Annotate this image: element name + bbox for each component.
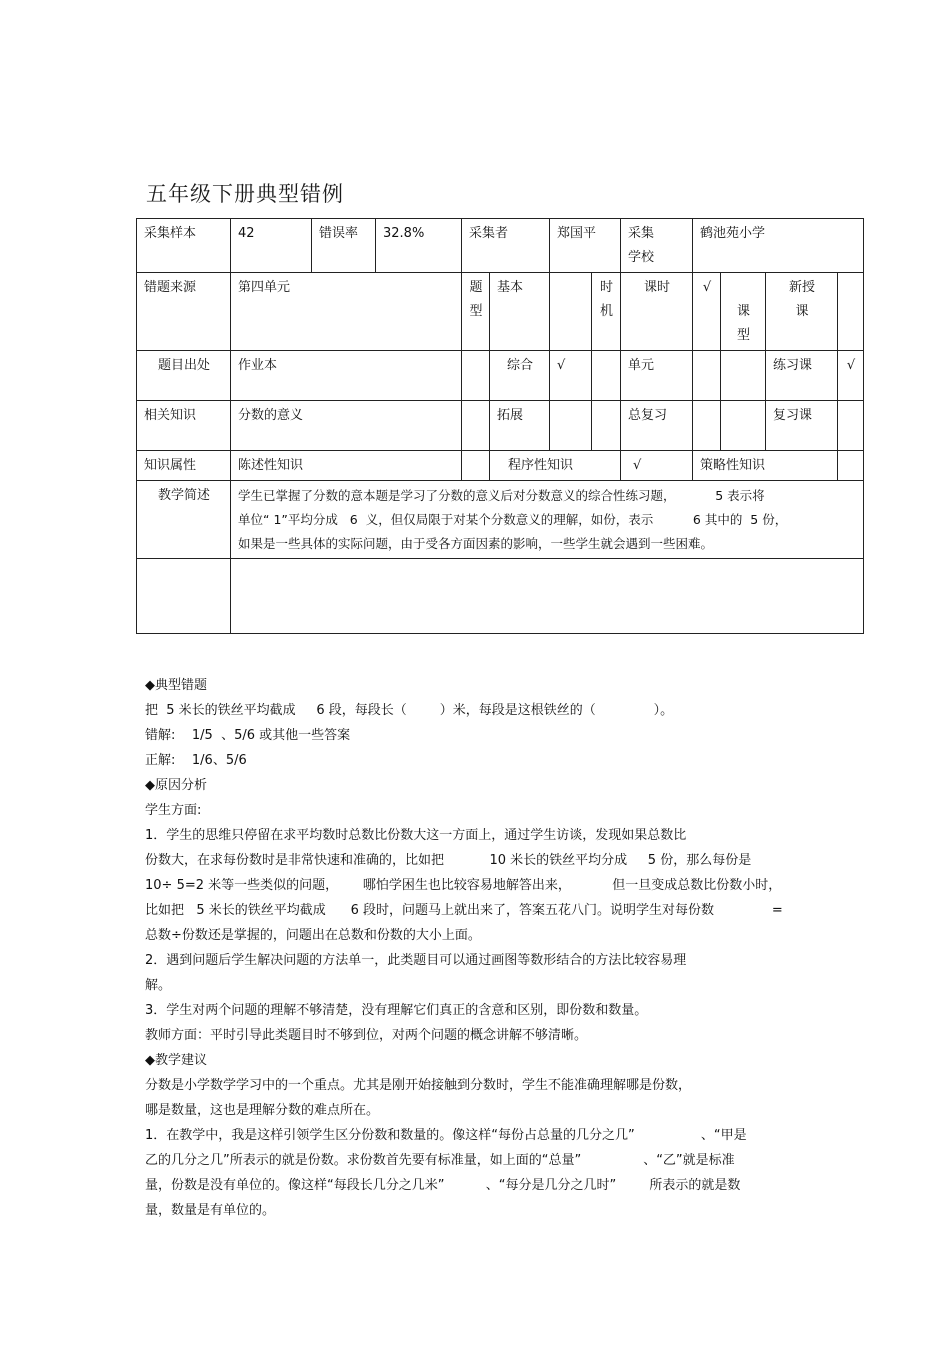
table-row <box>137 481 864 559</box>
paragraph-line: 学生方面: <box>145 803 202 818</box>
brief-label: 教学简述 <box>137 481 231 559</box>
new-lesson-check <box>838 273 864 351</box>
attr-procedural-check: √ <box>621 451 693 481</box>
error-rate-label: 错误率 <box>312 219 376 273</box>
timing-unit: 单元 <box>621 351 693 401</box>
type-extend: 拓展 <box>490 401 550 451</box>
knowledge-label: 相关知识 <box>137 401 231 451</box>
timing-unit-check <box>693 351 721 401</box>
knowledge-value: 分数的意义 <box>231 401 462 451</box>
table-row <box>137 273 864 351</box>
paragraph-line: 10÷ 5=2 米等一些类似的问题， 哪怕学困生也比较容易地解答出来， 但一旦变成总数比份数小时， <box>145 878 782 893</box>
sample-value: 42 <box>231 219 312 273</box>
practice-lesson-label: 练习课 <box>766 351 838 401</box>
collector-value: 郑国平 <box>550 219 621 273</box>
practice-lesson-check: √ <box>838 351 864 401</box>
origin-label: 题目出处 <box>137 351 231 401</box>
timing-class: 课时 <box>621 273 693 351</box>
origin-value: 作业本 <box>231 351 462 401</box>
info-table <box>136 218 864 634</box>
brief-text <box>231 481 864 559</box>
review-lesson-check <box>838 401 864 451</box>
empty-cell <box>721 351 766 401</box>
type-comprehensive-check: √ <box>550 351 592 401</box>
table-row <box>137 559 864 634</box>
section-heading-typical-error: ◆典型错题 <box>145 678 207 693</box>
table-row <box>137 401 864 451</box>
section-heading-suggestion: ◆教学建议 <box>145 1053 207 1068</box>
attr-strategic: 策略性知识 <box>693 451 838 481</box>
type-basic: 基本 <box>490 273 550 351</box>
empty-cell <box>462 401 490 451</box>
attr-procedural: 程序性知识 <box>490 451 621 481</box>
attr-strategic-check <box>838 451 864 481</box>
paragraph-line: 乙的几分之几”所表示的就是份数。求份数首先要有标准量，如上面的“总量” 、“乙”就是标准 <box>145 1153 735 1168</box>
paragraph-line: 量，份数是没有单位的。像这样“每段长几分之几米” 、“每分是几分之几时” 所表示的就是数 <box>145 1178 741 1193</box>
paragraph-line: 量，数量是有单位的。 <box>145 1203 276 1218</box>
type-extend-check <box>550 401 592 451</box>
type-basic-check <box>550 273 592 351</box>
brief-line: 学生已掌握了分数的意本题是学习了分数的意义后对分数意义的综合性练习题， 5 表示将 <box>238 488 765 503</box>
table-row <box>137 451 864 481</box>
empty-cell <box>592 401 621 451</box>
table-row <box>137 219 864 273</box>
school-label: 采集 学校 <box>621 219 693 273</box>
paragraph-line: 哪是数量，这也是理解分数的难点所在。 <box>145 1103 380 1118</box>
paragraph-line: 比如把 5 米长的铁丝平均截成 6 段时，问题马上就出来了，答案五花八门。说明学生对每份数 = <box>145 903 783 918</box>
collector-label: 采集者 <box>462 219 550 273</box>
paragraph-line: 1．在教学中，我是这样引领学生区分份数和数量的。像这样“每份占总量的几分之几” 、“甲是 <box>145 1128 747 1143</box>
type-label: 题 型 <box>462 273 490 351</box>
empty-cell <box>137 559 231 634</box>
table-row <box>137 351 864 401</box>
attr-declarative-check <box>462 451 490 481</box>
paragraph-line: 总数÷份数还是掌握的，问题出在总数和份数的大小上面。 <box>145 928 481 943</box>
empty-cell <box>721 401 766 451</box>
correct-answer: 正解: 1/6、5/6 <box>145 753 247 768</box>
type-comprehensive: 综合 <box>490 351 550 401</box>
empty-cell <box>462 351 490 401</box>
course-type-label: 课 型 <box>721 273 766 351</box>
paragraph-line: 份数大，在求每份数时是非常快速和准确的，比如把 10 米长的铁丝平均分成 5 份，那么每份是 <box>145 853 752 868</box>
school-value: 鹤池苑小学 <box>693 219 864 273</box>
timing-label: 时 机 <box>592 273 621 351</box>
paragraph-line: 2．遇到问题后学生解决问题的方法单一，此类题目可以通过画图等数形结合的方法比较容易理 <box>145 953 687 968</box>
paragraph-line: 解。 <box>145 978 172 993</box>
attr-declarative: 陈述性知识 <box>231 451 462 481</box>
paragraph-line: 1．学生的思维只停留在求平均数时总数比份数大这一方面上，通过学生访谈，发现如果总数比 <box>145 828 687 843</box>
brief-line: 如果是一些具体的实际问题，由于受各方面因素的影响，一些学生就会遇到一些困难。 <box>238 536 714 551</box>
paragraph-line: 教师方面：平时引导此类题目时不够到位，对两个问题的概念讲解不够清晰。 <box>145 1028 588 1043</box>
timing-class-check: √ <box>693 273 721 351</box>
paragraph-line: 分数是小学数学学习中的一个重点。尤其是刚开始接触到分数时，学生不能准确理解哪是份数， <box>145 1078 692 1093</box>
body-text <box>145 673 825 1223</box>
problem-text: 把 5 米长的铁丝平均截成 6 段，每段长（ ）米，每段是这根铁丝的（ ）。 <box>145 703 674 718</box>
document-title: 五年级下册典型错例 <box>146 182 344 206</box>
brief-line: 单位“ 1”平均分成 6 义，但仅局限于对某个分数意义的理解，如份，表示 6 其中的 5 份， <box>238 512 788 527</box>
sample-label: 采集样本 <box>137 219 231 273</box>
timing-review-check <box>693 401 721 451</box>
wrong-answer: 错解: 1/5 、5/6 或其他一些答案 <box>145 728 351 743</box>
section-heading-cause: ◆原因分析 <box>145 778 207 793</box>
timing-review: 总复习 <box>621 401 693 451</box>
review-lesson-label: 复习课 <box>766 401 838 451</box>
attr-label: 知识属性 <box>137 451 231 481</box>
source-label: 错题来源 <box>137 273 231 351</box>
paragraph-line: 3．学生对两个问题的理解不够清楚，没有理解它们真正的含意和区别，即份数和数量。 <box>145 1003 648 1018</box>
empty-cell <box>592 351 621 401</box>
error-rate-value: 32.8% <box>376 219 462 273</box>
new-lesson-label: 新授 课 <box>766 273 838 351</box>
source-value: 第四单元 <box>231 273 462 351</box>
empty-cell <box>231 559 864 634</box>
